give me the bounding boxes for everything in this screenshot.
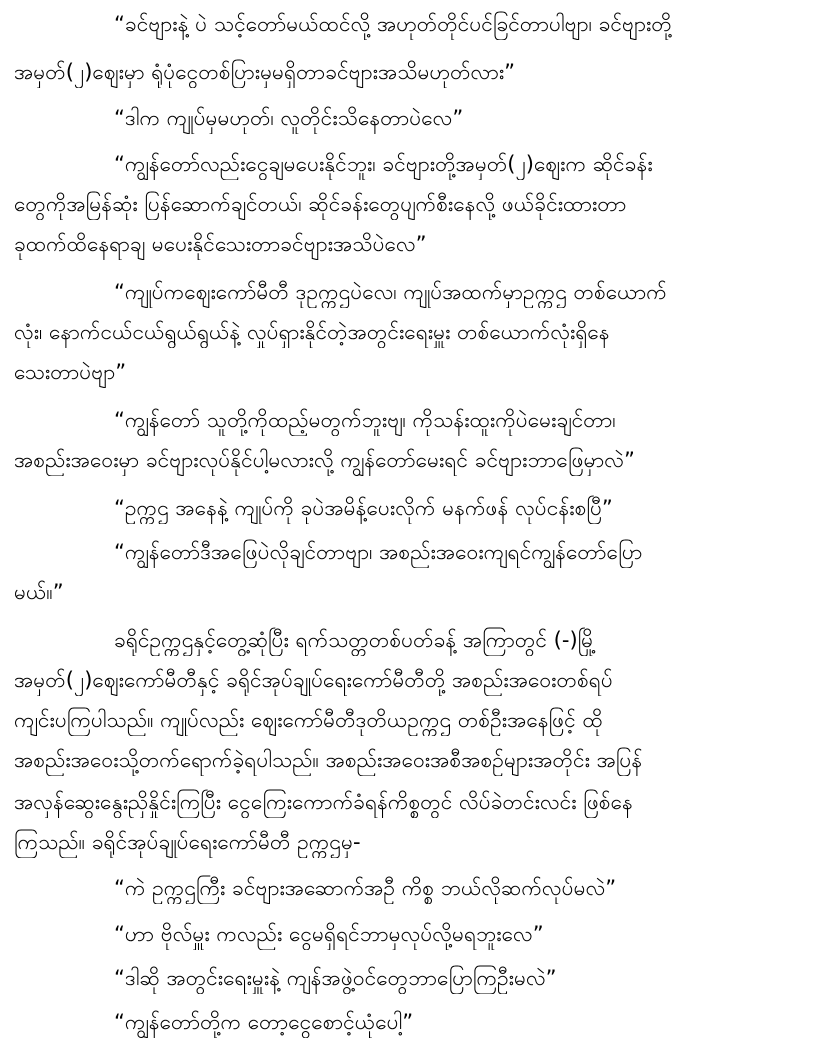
paragraph-5-line-1 <box>114 404 815 436</box>
text-run: “ဥက္ကဌ အနေနဲ့ ကျုပ်ကို ခုပဲအမိန့်ပေးလိုက် မနက်ဖန် လုပ်ငန်းစပြီ” <box>114 496 613 520</box>
paragraph-11-line-1 <box>114 962 815 994</box>
text-run: “ဒါဆို အတွင်းရေးမှူးနဲ့ ကျန်အဖွဲ့ဝင်တွေဘာပြောကြဦးမလဲ” <box>114 966 557 990</box>
text-run: အမှတ်(၂)ဈေးမှာ ရုံပုံငွေတစ်ပြားမှမရှိတာခင်ဗျားအသိမဟုတ်လား” <box>14 60 516 84</box>
text-run: လုံး၊ နောက်ငယ်ငယ်ရွယ်ရွယ်နဲ့ လှုပ်ရှားနိုင်တဲ့အတွင်းရေးမှူး တစ်ယောက်လုံးရှိနေ <box>14 320 610 344</box>
paragraph-8-line-4 <box>14 744 815 776</box>
paragraph-10-line-1 <box>114 918 815 950</box>
text-run: “ကျွန်တော်ဒီအဖြေပဲလိုချင်တာဗျာ၊ အစည်းအဝေးကျရင်ကျွန်တော်ပြော <box>114 540 643 564</box>
paragraph-12-line-1 <box>114 1006 815 1038</box>
paragraph-9-line-1 <box>114 872 815 904</box>
text-run: “ကျွန်တော်တို့က တော့ငွေစောင့်ယုံပေါ့” <box>114 1010 414 1034</box>
paragraph-6-line-1 <box>114 492 815 524</box>
paragraph-3-line-2 <box>14 188 815 220</box>
paragraph-1-line-2 <box>14 56 815 88</box>
paragraph-3-line-3 <box>14 228 815 260</box>
text-run: အလှန်ဆွေးနွေးညှိနှိုင်းကြပြီး ငွေကြေးကောက်ခံရန်ကိစ္စတွင် လိပ်ခဲတင်းလင်း ဖြစ်နေ <box>14 790 633 814</box>
text-run: အစည်းအဝေးသို့တက်ရောက်ခဲ့ရပါသည်။ အစည်းအဝေးအစီအစဉ်များအတိုင်း အပြန် <box>14 748 643 772</box>
text-run: “ခင်ဗျားနဲ့ ပဲ သင့်တော်မယ်ထင်လို့ အဟုတ်တိုင်ပင်ခြင်တာပါဗျာ၊ ခင်ဗျားတို့ <box>114 12 672 36</box>
paragraph-8-line-5 <box>14 786 815 818</box>
text-run: “ဒါက ကျုပ်မှမဟုတ်၊ လူတိုင်းသိနေတာပဲလေ” <box>114 106 464 130</box>
paragraph-4-line-3 <box>14 356 815 388</box>
paragraph-5-line-2 <box>14 444 815 476</box>
paragraph-8-line-1 <box>114 624 815 656</box>
text-run: အစည်းအဝေးမှာ ခင်ဗျားလုပ်နိုင်ပါ့မလားလို့ ကျွန်တော်မေးရင် ခင်ဗျားဘာဖြေမှာလဲ” <box>14 448 635 472</box>
paragraph-2-line-1 <box>114 102 815 134</box>
paragraph-7-line-2 <box>14 576 815 608</box>
paragraph-4-line-2 <box>14 316 815 348</box>
document-page <box>14 0 815 1057</box>
paragraph-4-line-1 <box>114 276 815 308</box>
paragraph-7-line-1 <box>114 536 815 568</box>
text-run: တွေကိုအမြန်ဆုံး ပြန်ဆောက်ချင်တယ်၊ ဆိုင်ခန်းတွေပျက်စီးနေလို့ ဖယ်ခိုင်းထားတာ <box>14 192 627 216</box>
text-run: မယ်။” <box>14 580 64 604</box>
text-run: “ကျုပ်ကဈေးကော်မီတီ ဒုဥက္ကဌပဲလေ၊ ကျုပ်အထက်မှာဥက္ကဌ တစ်ယောက် <box>114 280 667 304</box>
text-run: ခုထက်ထိနေရာချ မပေးနိုင်သေးတာခင်ဗျားအသိပဲလေ” <box>14 232 427 256</box>
paragraph-3-line-1 <box>114 148 815 180</box>
paragraph-8-line-3 <box>14 704 815 736</box>
paragraph-8-line-2 <box>14 664 815 696</box>
paragraph-1-line-1 <box>114 8 815 40</box>
text-run: ကျင်းပကြပါသည်။ ကျုပ်လည်း ဈေးကော်မီတီဒုတိယဥက္ကဌ တစ်ဦးအနေဖြင့် ထို <box>14 708 603 732</box>
paragraph-8-line-6 <box>14 826 815 858</box>
text-run: ခရိုင်ဥက္ကဌနှင့်တွေ့ဆုံပြီး ရက်သတ္တတစ်ပတ်ခန့် အကြာတွင် (-)မြို့ <box>114 628 597 652</box>
text-run: “ဟာ ဗိုလ်မှူး ကလည်း ငွေမရှိရင်ဘာမှလုပ်လို့မရဘူးလေ” <box>114 922 544 946</box>
text-run: ကြသည်။ ခရိုင်အုပ်ချုပ်ရေးကော်မီတီ ဥက္ကဌမှ- <box>14 830 361 854</box>
text-run: အမှတ်(၂)ဈေးကော်မီတီနှင့် ခရိုင်အုပ်ချုပ်ရေးကော်မီတီတို့ အစည်းအဝေးတစ်ရပ် <box>14 668 613 692</box>
text-run: သေးတာပဲဗျာ” <box>14 360 127 384</box>
text-run: “ကျွန်တော်လည်းငွေချမပေးနိုင်ဘူး၊ ခင်ဗျားတို့အမှတ်(၂)ဈေးက ဆိုင်ခန်း <box>114 152 653 176</box>
text-run: “ကျွန်တော် သူတို့ကိုထည့်မတွက်ဘူးဗျ၊ ကိုသန်းထူးကိုပဲမေးချင်တာ၊ <box>114 408 616 432</box>
text-run: “ကဲ ဥက္ကဌကြီး ခင်ဗျားအဆောက်အဦ ကိစ္စ ဘယ်လိုဆက်လုပ်မလဲ” <box>114 876 617 900</box>
